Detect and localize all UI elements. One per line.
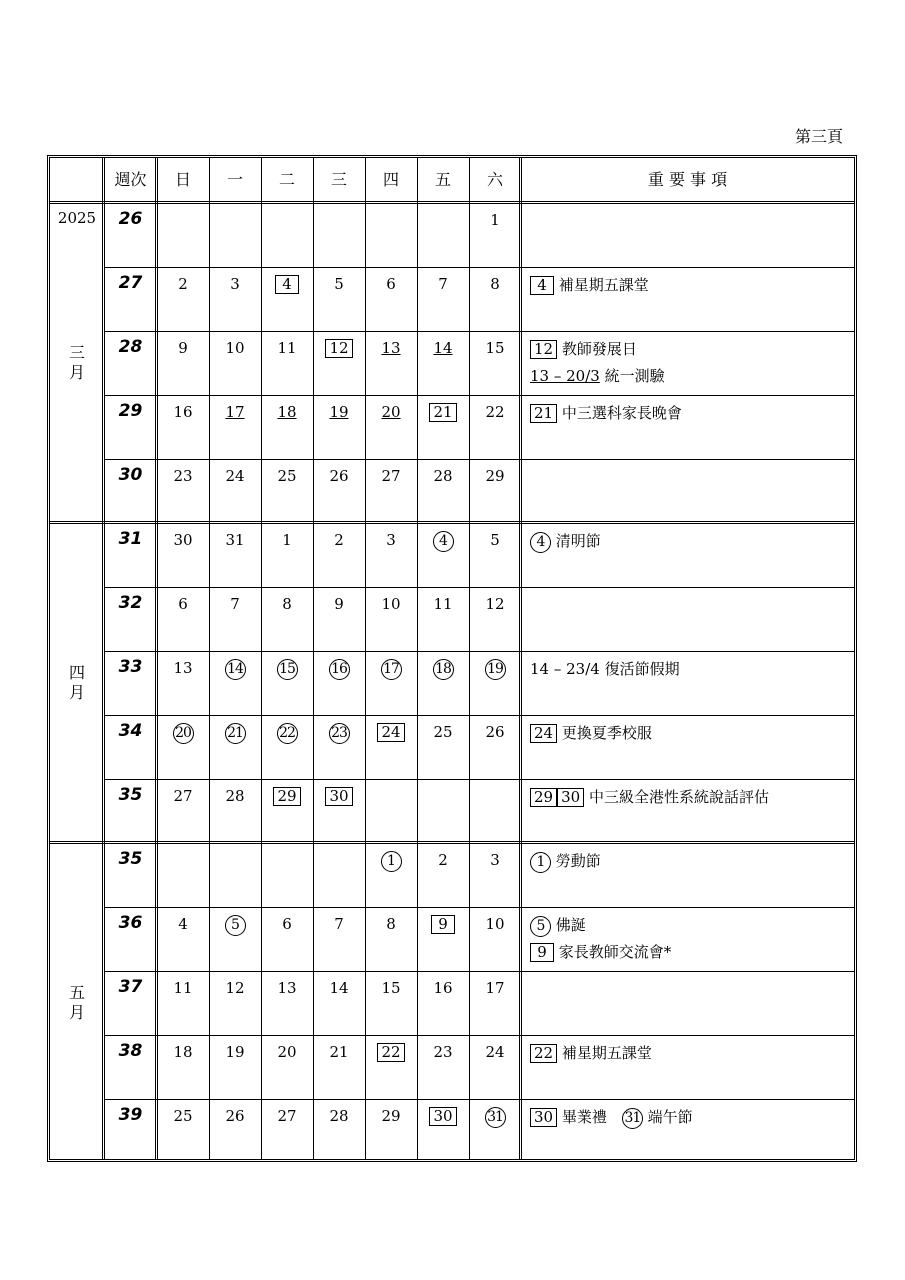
day-number: 13 xyxy=(381,339,401,357)
day-cell xyxy=(417,339,469,357)
header-events: 重 要 事 項 xyxy=(647,170,728,189)
day-cell xyxy=(209,915,261,936)
day-cell xyxy=(261,275,313,294)
day-cell xyxy=(209,1107,261,1125)
event-date-mark: 4 xyxy=(530,276,554,295)
day-cell xyxy=(261,659,313,680)
day-number: 27 xyxy=(277,1107,297,1125)
day-number: 26 xyxy=(225,1107,245,1125)
day-cell xyxy=(417,1107,469,1126)
event-note xyxy=(530,531,601,553)
event-text: 中三級全港性系統說話評估 xyxy=(584,788,769,806)
day-number: 3 xyxy=(230,275,240,293)
row-divider xyxy=(104,779,854,780)
day-cell xyxy=(365,851,417,872)
day-cell xyxy=(313,659,365,680)
day-number: 3 xyxy=(490,851,500,869)
day-number: 19 xyxy=(225,1043,245,1061)
day-number: 20 xyxy=(277,1043,297,1061)
day-number: 15 xyxy=(485,339,505,357)
row-divider xyxy=(104,459,854,460)
row-divider xyxy=(104,267,854,268)
day-number: 27 xyxy=(381,467,401,485)
event-text: 清明節 xyxy=(551,532,601,550)
day-number: 2 xyxy=(334,531,344,549)
day-cell xyxy=(365,723,417,742)
day-cell xyxy=(209,979,261,997)
day-cell xyxy=(209,595,261,613)
day-cell xyxy=(469,211,521,229)
day-cell xyxy=(365,531,417,549)
day-cell xyxy=(417,467,469,485)
header-day-0: 日 xyxy=(174,170,191,189)
event-note xyxy=(530,851,601,873)
day-cell xyxy=(157,531,209,549)
day-number: 5 xyxy=(334,275,344,293)
day-cell xyxy=(313,595,365,613)
day-cell xyxy=(365,1043,417,1062)
event-text: 佛誕 xyxy=(551,916,586,934)
header-day-1: 一 xyxy=(226,170,243,189)
day-number: 14 xyxy=(225,659,246,680)
day-cell xyxy=(365,339,417,357)
day-cell xyxy=(365,275,417,293)
day-number: 25 xyxy=(173,1107,193,1125)
day-cell xyxy=(313,787,365,806)
day-number: 30 xyxy=(325,787,352,806)
day-number: 5 xyxy=(490,531,500,549)
event-text: 勞動節 xyxy=(551,852,601,870)
day-number: 12 xyxy=(325,339,352,358)
event-text: 補星期五課堂 xyxy=(557,1044,652,1062)
event-date-mark: 30 xyxy=(557,788,584,807)
day-cell xyxy=(313,1043,365,1061)
event-date-mark: 22 xyxy=(530,1044,557,1063)
event-date-mark: 30 xyxy=(530,1108,557,1127)
event-text: 14 – 23/4 復活節假期 xyxy=(530,660,680,678)
day-number: 31 xyxy=(225,531,245,549)
event-note xyxy=(530,1043,652,1063)
day-number: 22 xyxy=(377,1043,404,1062)
day-cell xyxy=(209,659,261,680)
header-day-4: 四 xyxy=(382,170,399,189)
day-cell xyxy=(417,275,469,293)
event-note xyxy=(530,275,649,295)
day-number: 14 xyxy=(433,339,453,357)
row-divider xyxy=(104,651,854,652)
school-calendar-table xyxy=(47,155,857,1162)
page-label: 第三頁 xyxy=(795,127,844,146)
day-cell xyxy=(469,1107,521,1128)
day-number: 15 xyxy=(277,659,298,680)
day-number: 14 xyxy=(329,979,349,997)
day-cell xyxy=(261,403,313,421)
day-number: 6 xyxy=(178,595,188,613)
header-day-2: 二 xyxy=(278,170,295,189)
day-cell xyxy=(469,851,521,869)
day-number: 8 xyxy=(490,275,500,293)
day-cell xyxy=(313,531,365,549)
day-cell xyxy=(157,275,209,293)
day-cell xyxy=(157,787,209,805)
day-cell xyxy=(157,403,209,421)
day-cell xyxy=(157,1043,209,1061)
day-cell xyxy=(157,1107,209,1125)
day-number: 28 xyxy=(433,467,453,485)
week-number: 36 xyxy=(118,913,143,933)
week-number: 34 xyxy=(118,721,143,741)
row-divider xyxy=(104,395,854,396)
day-number: 28 xyxy=(225,787,245,805)
day-cell xyxy=(313,915,365,933)
day-cell xyxy=(261,979,313,997)
row-divider xyxy=(104,587,854,588)
day-number: 17 xyxy=(381,659,402,680)
event-note xyxy=(530,366,665,386)
day-cell xyxy=(261,339,313,357)
day-cell xyxy=(469,531,521,549)
day-number: 26 xyxy=(329,467,349,485)
day-number: 8 xyxy=(386,915,396,933)
day-number: 7 xyxy=(438,275,448,293)
week-number: 38 xyxy=(118,1041,143,1061)
day-number: 2 xyxy=(178,275,188,293)
week-number: 37 xyxy=(118,977,143,997)
day-number: 24 xyxy=(485,1043,505,1061)
day-cell xyxy=(313,1107,365,1125)
day-number: 28 xyxy=(329,1107,349,1125)
day-cell xyxy=(469,915,521,933)
day-cell xyxy=(157,659,209,677)
day-number: 22 xyxy=(485,403,505,421)
event-text: 端午節 xyxy=(642,1108,693,1126)
day-cell xyxy=(417,403,469,422)
row-divider xyxy=(104,715,854,716)
day-cell xyxy=(365,595,417,613)
day-cell xyxy=(313,979,365,997)
day-number: 8 xyxy=(282,595,292,613)
week-number: 30 xyxy=(118,465,143,485)
day-cell xyxy=(365,915,417,933)
day-cell xyxy=(469,979,521,997)
day-number: 16 xyxy=(173,403,193,421)
day-cell xyxy=(417,531,469,552)
day-number: 1 xyxy=(282,531,292,549)
day-cell xyxy=(209,275,261,293)
day-number: 18 xyxy=(173,1043,193,1061)
event-date-mark: 21 xyxy=(530,404,557,423)
event-date-mark: 4 xyxy=(530,532,551,553)
day-number: 1 xyxy=(490,211,500,229)
week-number: 35 xyxy=(118,849,143,869)
day-number: 27 xyxy=(173,787,193,805)
day-number: 23 xyxy=(173,467,193,485)
event-note xyxy=(530,942,671,962)
day-cell xyxy=(469,403,521,421)
day-number: 16 xyxy=(433,979,453,997)
day-number: 23 xyxy=(433,1043,453,1061)
event-note xyxy=(530,659,680,679)
day-cell xyxy=(313,403,365,421)
header-day-6: 六 xyxy=(486,170,503,189)
event-date-mark: 29 xyxy=(530,788,557,807)
day-number: 7 xyxy=(334,915,344,933)
week-number: 31 xyxy=(118,529,143,549)
day-number: 5 xyxy=(225,915,246,936)
day-number: 24 xyxy=(377,723,404,742)
day-cell xyxy=(417,595,469,613)
day-number: 9 xyxy=(334,595,344,613)
event-text: 中三選科家長晚會 xyxy=(557,404,682,422)
day-cell xyxy=(261,723,313,744)
day-cell xyxy=(261,787,313,806)
event-date-mark: 31 xyxy=(622,1108,643,1129)
day-cell xyxy=(157,979,209,997)
day-number: 19 xyxy=(329,403,349,421)
event-text: 畢業禮 xyxy=(557,1108,622,1126)
day-cell xyxy=(157,595,209,613)
day-cell xyxy=(365,659,417,680)
event-note xyxy=(530,339,637,359)
day-cell xyxy=(209,339,261,357)
day-number: 30 xyxy=(429,1107,456,1126)
week-number: 33 xyxy=(118,657,143,677)
day-number: 18 xyxy=(277,403,297,421)
day-number: 29 xyxy=(381,1107,401,1125)
day-number: 17 xyxy=(225,403,245,421)
event-text: 家長教師交流會* xyxy=(554,943,672,961)
event-note xyxy=(530,1107,693,1129)
month-label: 五 月 xyxy=(68,983,85,1022)
day-number: 9 xyxy=(431,915,455,934)
header-day-3: 三 xyxy=(330,170,347,189)
day-cell xyxy=(417,915,469,934)
week-number: 35 xyxy=(118,785,143,805)
row-divider xyxy=(50,521,854,524)
day-cell xyxy=(261,915,313,933)
day-cell xyxy=(209,467,261,485)
day-number: 25 xyxy=(433,723,453,741)
event-date-mark: 5 xyxy=(530,916,551,937)
day-cell xyxy=(365,1107,417,1125)
day-cell xyxy=(469,595,521,613)
day-number: 21 xyxy=(329,1043,349,1061)
header-day-5: 五 xyxy=(434,170,451,189)
day-number: 4 xyxy=(178,915,188,933)
day-cell xyxy=(469,723,521,741)
day-number: 30 xyxy=(173,531,193,549)
day-number: 7 xyxy=(230,595,240,613)
event-note xyxy=(530,915,586,937)
event-text: 統一測驗 xyxy=(599,367,665,385)
day-number: 26 xyxy=(485,723,505,741)
day-number: 12 xyxy=(225,979,245,997)
day-cell xyxy=(209,1043,261,1061)
day-cell xyxy=(417,659,469,680)
event-date-mark: 9 xyxy=(530,943,554,962)
day-number: 18 xyxy=(433,659,454,680)
day-cell xyxy=(469,339,521,357)
day-number: 19 xyxy=(485,659,506,680)
day-number: 21 xyxy=(225,723,246,744)
day-cell xyxy=(261,1107,313,1125)
day-cell xyxy=(365,403,417,421)
day-number: 4 xyxy=(275,275,299,294)
day-cell xyxy=(469,1043,521,1061)
day-number: 15 xyxy=(381,979,401,997)
event-date-mark: 13 – 20/3 xyxy=(530,367,600,385)
day-number: 10 xyxy=(485,915,505,933)
day-cell xyxy=(313,467,365,485)
day-cell xyxy=(157,339,209,357)
event-date-mark: 1 xyxy=(530,852,551,873)
day-cell xyxy=(365,467,417,485)
week-number: 32 xyxy=(118,593,143,613)
day-cell xyxy=(469,275,521,293)
day-cell xyxy=(157,723,209,744)
day-cell xyxy=(209,723,261,744)
week-number: 28 xyxy=(118,337,143,357)
week-number: 39 xyxy=(118,1105,143,1125)
day-cell xyxy=(261,531,313,549)
day-number: 2 xyxy=(438,851,448,869)
row-divider xyxy=(104,1099,854,1100)
week-number: 26 xyxy=(118,209,143,229)
day-cell xyxy=(469,467,521,485)
day-cell xyxy=(313,275,365,293)
day-number: 17 xyxy=(485,979,505,997)
day-cell xyxy=(157,915,209,933)
day-cell xyxy=(157,467,209,485)
event-text: 補星期五課堂 xyxy=(554,276,649,294)
row-divider xyxy=(104,1035,854,1036)
day-number: 10 xyxy=(225,339,245,357)
event-date-mark: 24 xyxy=(530,724,557,743)
month-label: 三 月 xyxy=(68,343,85,382)
day-cell xyxy=(209,787,261,805)
row-divider xyxy=(104,907,854,908)
day-number: 29 xyxy=(273,787,300,806)
day-number: 22 xyxy=(277,723,298,744)
day-number: 11 xyxy=(173,979,193,997)
day-cell xyxy=(261,467,313,485)
day-number: 20 xyxy=(173,723,194,744)
day-number: 11 xyxy=(433,595,453,613)
event-note xyxy=(530,787,769,807)
day-cell xyxy=(417,979,469,997)
week-number: 27 xyxy=(118,273,143,293)
week-number: 29 xyxy=(118,401,143,421)
day-number: 13 xyxy=(277,979,297,997)
day-number: 24 xyxy=(225,467,245,485)
event-note xyxy=(530,403,682,423)
day-number: 25 xyxy=(277,467,297,485)
day-cell xyxy=(313,339,365,358)
row-divider xyxy=(50,841,854,844)
day-number: 3 xyxy=(386,531,396,549)
day-number: 9 xyxy=(178,339,188,357)
event-text: 教師發展日 xyxy=(557,340,637,358)
day-number: 31 xyxy=(485,1107,506,1128)
row-divider xyxy=(104,331,854,332)
row-divider xyxy=(104,971,854,972)
day-number: 10 xyxy=(381,595,401,613)
day-cell xyxy=(209,403,261,421)
day-number: 12 xyxy=(485,595,505,613)
day-number: 4 xyxy=(433,531,454,552)
day-cell xyxy=(261,1043,313,1061)
year-label: 2025 xyxy=(57,209,97,227)
day-cell xyxy=(417,723,469,741)
day-number: 29 xyxy=(485,467,505,485)
event-note xyxy=(530,723,652,743)
header-divider xyxy=(50,201,854,204)
day-number: 1 xyxy=(381,851,402,872)
day-cell xyxy=(313,723,365,744)
event-date-mark: 12 xyxy=(530,340,557,359)
day-cell xyxy=(417,851,469,869)
day-cell xyxy=(469,659,521,680)
day-number: 6 xyxy=(386,275,396,293)
day-number: 16 xyxy=(329,659,350,680)
event-text: 更換夏季校服 xyxy=(557,724,652,742)
day-number: 20 xyxy=(381,403,401,421)
day-cell xyxy=(261,595,313,613)
day-cell xyxy=(417,1043,469,1061)
day-number: 21 xyxy=(429,403,456,422)
day-number: 13 xyxy=(173,659,193,677)
day-number: 23 xyxy=(329,723,350,744)
day-number: 6 xyxy=(282,915,292,933)
month-label: 四 月 xyxy=(68,663,85,702)
header-week: 週次 xyxy=(114,170,147,189)
day-cell xyxy=(365,979,417,997)
day-cell xyxy=(209,531,261,549)
day-number: 11 xyxy=(277,339,297,357)
